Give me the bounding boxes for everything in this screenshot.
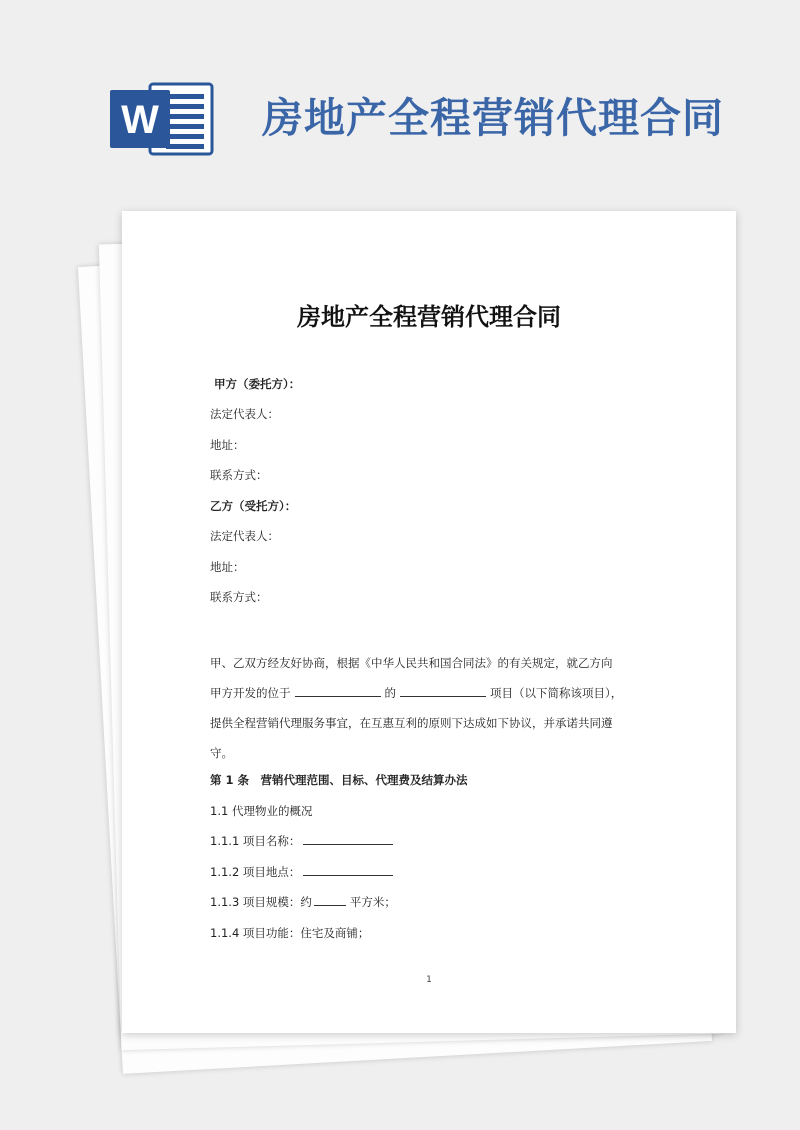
section-1-1-4: 1.1.4 项目功能：住宅及商铺； [210,926,370,940]
section-1-1-3: 1.1.3 项目规模：约 平方米； [210,895,396,909]
section-1-1-2: 1.1.2 项目地点： [210,864,393,880]
intro-line-3: 提供全程营销代理服务事宜，在互惠互利的原则下达成如下协议，并承诺共同遵 [210,716,613,730]
intro-paragraph [210,648,650,768]
party-a-address: 地址： [210,438,245,452]
party-a-rep: 法定代表人： [210,407,279,421]
header-title: 房地产全程营销代理合同 [262,94,724,142]
page-number: 1 [426,975,432,985]
project-location-blank [303,864,393,876]
intro-line-2a: 甲方开发的位于 [210,686,291,700]
logo-letter: W [121,98,159,142]
word-icon [110,82,214,156]
project-blank [400,685,486,697]
party-b-address: 地址： [210,560,245,574]
document-page [122,211,736,1033]
party-b-contact: 联系方式： [210,590,268,604]
article-1-heading: 第 1 条 营销代理范围、目标、代理费及结算办法 [210,773,468,787]
location-blank [295,685,381,697]
party-a-contact: 联系方式： [210,468,268,482]
area-blank [314,894,346,906]
section-1-1-1: 1.1.1 项目名称： [210,833,393,849]
intro-line-4: 守。 [210,746,233,760]
project-name-blank [303,833,393,845]
intro-line-1: 甲、乙双方经友好协商，根据《中华人民共和国合同法》的有关规定，就乙方向 [210,656,613,670]
party-a-heading: 甲方（委托方）： [214,377,301,391]
intro-line-2b: 的 [384,686,396,700]
party-b-heading: 乙方（受托方）： [210,499,297,513]
document-title: 房地产全程营销代理合同 [297,303,561,331]
party-b-rep: 法定代表人： [210,529,279,543]
intro-line-2c: 项目（以下简称该项目）， [490,686,623,700]
section-1-1: 1.1 代理物业的概况 [210,804,313,818]
